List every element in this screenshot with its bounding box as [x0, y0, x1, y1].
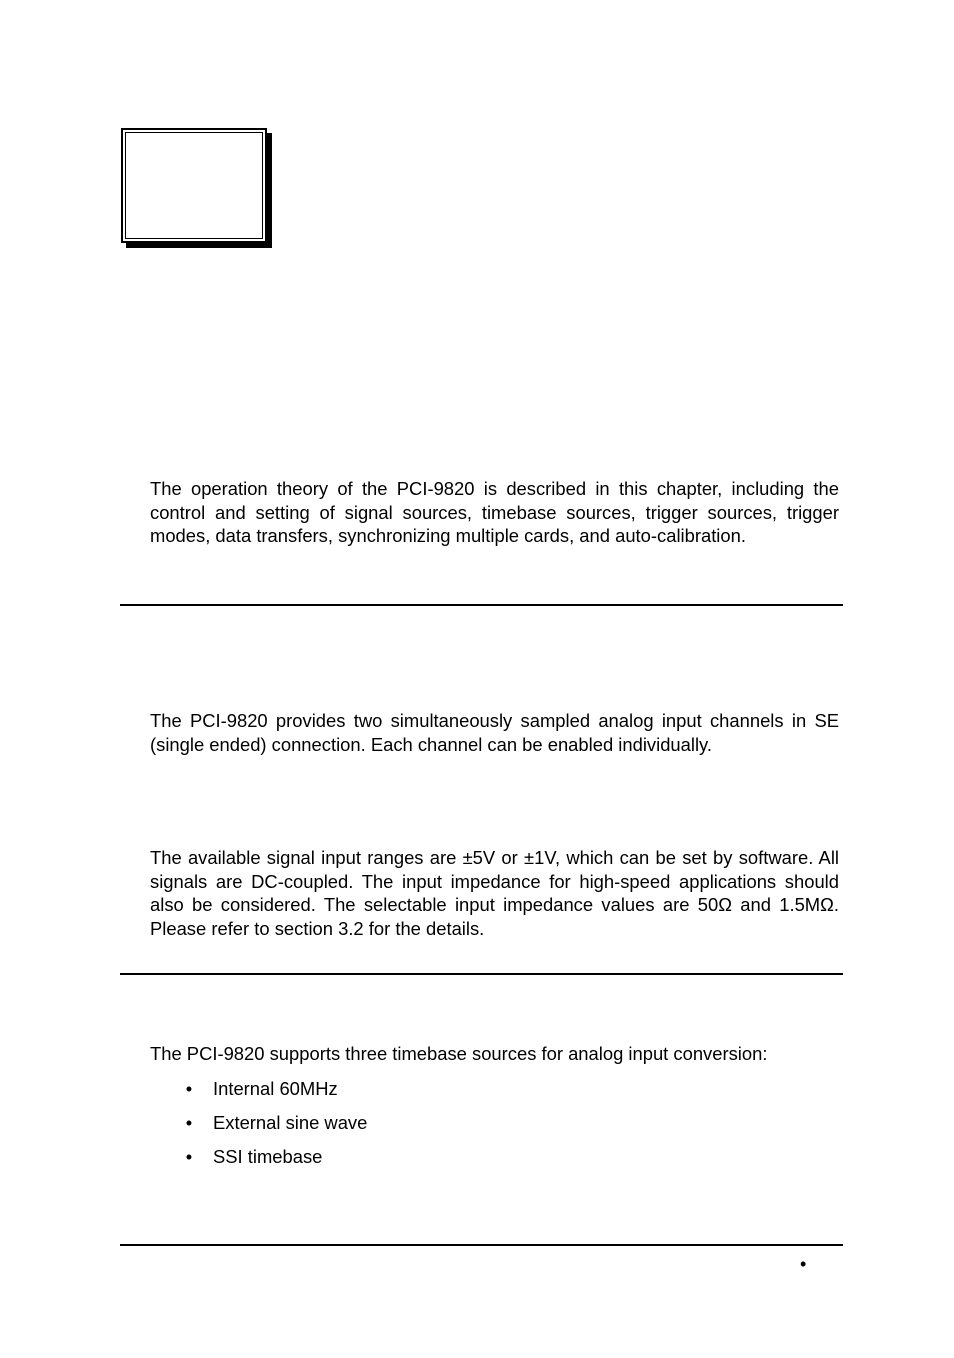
section-divider-timebase [120, 973, 843, 975]
bullet-icon: • [185, 1146, 193, 1167]
footer-divider [120, 1244, 843, 1246]
analog-input-channels-paragraph: The PCI-9820 provides two simultaneously sampled analog input channels in SE (single ended) connection. Each channel can be enabled individually. [150, 710, 839, 755]
timebase-intro-paragraph: The PCI-9820 supports three timebase sources for analog input conversion: [150, 1043, 768, 1064]
chapter-number-box-inner-frame [125, 132, 263, 239]
chapter-intro-paragraph: The operation theory of the PCI-9820 is described in this chapter, including the control and setting of signal sources, timebase sources, trigger sources, trigger modes, data transfers, synchronizing multiple cards, and auto-calibration. [150, 478, 839, 547]
section-divider-analog-input [120, 604, 843, 606]
timebase-source-internal: Internal 60MHz [213, 1078, 338, 1099]
list-item [150, 1144, 839, 1178]
timebase-source-ssi: SSI timebase [213, 1146, 323, 1167]
bullet-icon: • [185, 1078, 193, 1099]
timebase-source-external: External sine wave [213, 1112, 368, 1133]
list-item [150, 1110, 839, 1144]
signal-range-paragraph: The available signal input ranges are ±5V or ±1V, which can be set by software. All signals are DC-coupled. The input impedance for high-speed applications should also be considered. The selectable input impedance values are 50Ω and 1.5MΩ. Please refer to section 3.2 for the details. [150, 847, 839, 939]
list-item [150, 1076, 839, 1110]
chapter-number-box [121, 128, 267, 243]
bullet-icon: • [185, 1112, 193, 1133]
timebase-source-list [150, 1076, 839, 1178]
footer-bullet-icon: • [800, 1254, 807, 1274]
